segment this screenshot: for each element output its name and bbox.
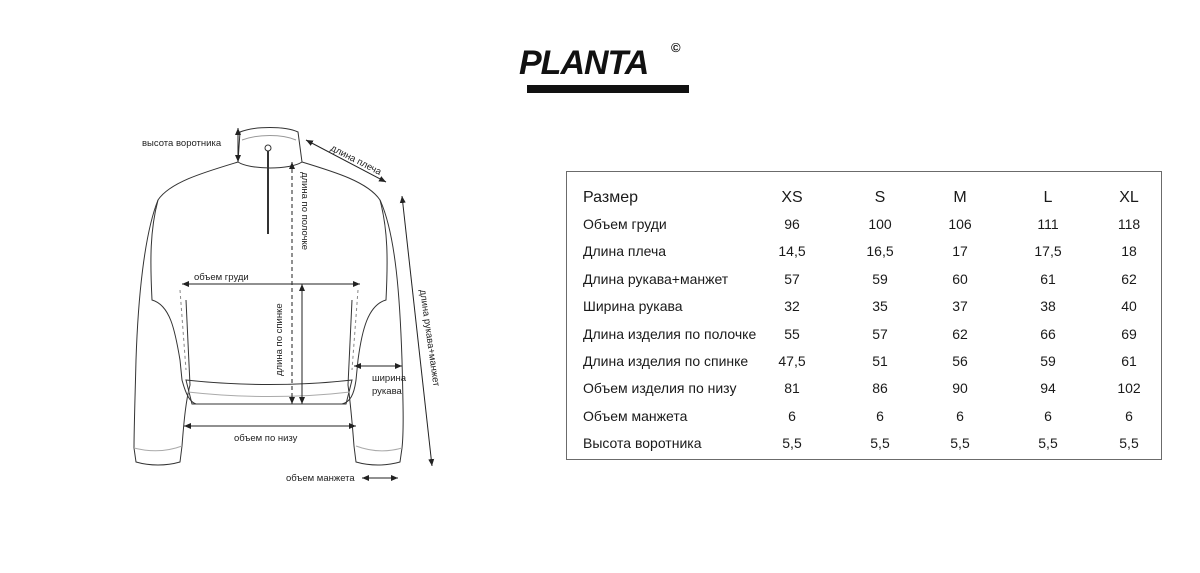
row-value: 55 <box>784 325 800 342</box>
row-value: 59 <box>872 270 888 287</box>
row-label: Объем груди <box>583 216 667 232</box>
row-label: Объем манжета <box>583 407 688 424</box>
row-value: 81 <box>784 380 800 397</box>
table-row <box>567 348 1161 375</box>
row-value: 66 <box>1040 325 1056 342</box>
row-value: 5,5 <box>1038 435 1058 452</box>
row-value: 6 <box>1125 407 1133 424</box>
row-value: 62 <box>1121 270 1137 287</box>
right-sleeve <box>348 200 403 465</box>
table-row <box>567 211 1161 238</box>
header-size-label: Размер <box>583 189 638 206</box>
row-value: 106 <box>948 216 972 232</box>
table-row <box>567 321 1161 348</box>
table-row <box>567 266 1161 293</box>
row-value: 6 <box>788 407 796 424</box>
header-size: XL <box>1119 189 1139 206</box>
label-collar-height: высота воротника <box>142 138 222 149</box>
label-shoulder-length: длина плеча <box>328 142 384 178</box>
row-value: 17,5 <box>1034 243 1062 260</box>
row-value: 32 <box>784 298 800 315</box>
row-value: 14,5 <box>778 243 806 260</box>
row-value: 5,5 <box>870 435 890 452</box>
jacket-sketch <box>134 128 403 466</box>
row-value: 5,5 <box>950 435 970 452</box>
label-cuff: объем манжета <box>286 473 355 484</box>
table-row <box>567 293 1161 320</box>
row-value: 86 <box>872 380 888 397</box>
row-value: 6 <box>956 407 964 424</box>
row-value: 61 <box>1121 353 1137 369</box>
row-label: Длина плеча <box>583 243 667 260</box>
header-size: S <box>874 189 886 206</box>
row-value: 94 <box>1040 380 1056 397</box>
row-value: 6 <box>876 407 884 424</box>
row-value: 57 <box>872 325 888 342</box>
label-back-length: длина по спинке <box>274 303 285 376</box>
row-value: 56 <box>952 353 968 369</box>
row-label: Объем изделия по низу <box>583 380 737 397</box>
row-value: 62 <box>952 325 968 342</box>
table-header-row <box>567 184 1161 211</box>
table-row <box>567 375 1161 402</box>
header-size: L <box>1043 189 1053 206</box>
row-label: Длина изделия по спинке <box>583 353 749 369</box>
row-value: 16,5 <box>866 243 894 260</box>
size-chart-table <box>566 171 1162 460</box>
label-sleeve-width-2: рукава <box>372 386 402 397</box>
table-row <box>567 430 1161 457</box>
table-row <box>567 238 1161 265</box>
row-value: 38 <box>1040 298 1056 315</box>
row-value: 90 <box>952 380 968 397</box>
copyright-mark: © <box>671 40 681 55</box>
row-value: 118 <box>1117 216 1141 232</box>
label-front-length: длина по полочке <box>299 172 310 251</box>
row-value: 5,5 <box>1119 435 1139 452</box>
row-value: 6 <box>1044 407 1052 424</box>
brand-wordmark: PLANTA <box>519 44 649 82</box>
row-value: 100 <box>868 216 892 232</box>
garment-measurement-diagram <box>0 0 560 573</box>
row-value: 35 <box>872 298 888 315</box>
header-size: M <box>953 189 967 206</box>
row-value: 61 <box>1040 270 1056 287</box>
label-hem: объем по низу <box>234 433 298 444</box>
row-value: 96 <box>784 216 800 232</box>
row-value: 57 <box>784 270 800 287</box>
row-value: 59 <box>1040 353 1056 369</box>
table-row <box>567 403 1161 430</box>
row-value: 17 <box>952 243 968 260</box>
label-sleeve-width-1: ширина <box>372 373 407 384</box>
row-value: 37 <box>952 298 968 315</box>
label-chest: объем груди <box>194 272 249 283</box>
row-value: 69 <box>1121 325 1137 342</box>
row-label: Высота воротника <box>583 435 702 452</box>
row-value: 5,5 <box>782 435 802 452</box>
header-size: XS <box>781 189 803 206</box>
row-value: 111 <box>1037 216 1059 232</box>
row-value: 40 <box>1121 298 1137 315</box>
row-value: 102 <box>1117 380 1141 397</box>
hem-band <box>186 380 352 404</box>
row-value: 60 <box>952 270 968 287</box>
left-sleeve <box>134 200 190 465</box>
row-label: Ширина рукава <box>583 298 683 315</box>
row-label: Длина изделия по полочке <box>583 325 757 342</box>
row-value: 47,5 <box>778 353 806 369</box>
row-value: 18 <box>1121 243 1137 260</box>
row-value: 51 <box>872 353 888 369</box>
label-sleeve-length: длина рукава+манжет <box>417 288 442 388</box>
row-label: Длина рукава+манжет <box>583 270 729 287</box>
